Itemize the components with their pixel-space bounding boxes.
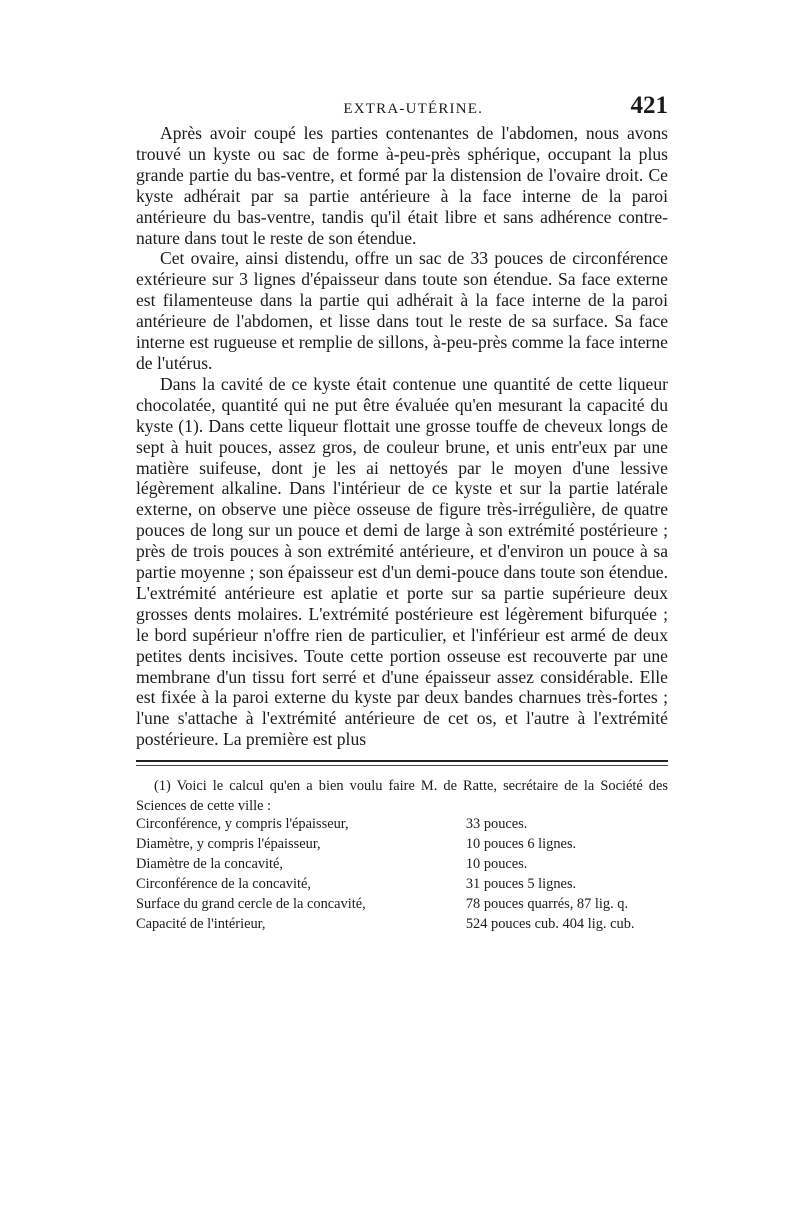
measurement-value: 524 pouces cub. 404 lig. cub. — [465, 916, 635, 933]
measurement-value: 10 pouces. — [465, 856, 528, 873]
measurement-value: 33 pouces. — [465, 816, 528, 833]
measurement-row — [136, 836, 668, 856]
measurement-table — [136, 816, 668, 936]
measurement-value: 31 pouces 5 lignes. — [465, 876, 577, 893]
page-number: 421 — [630, 92, 668, 119]
measurement-label: Diamètre de la concavité, — [136, 856, 284, 873]
paragraph: Après avoir coupé les parties contenantes de l'abdomen, nous avons trouvé un kyste ou sac de forme à-peu-près sphérique, occupant la plus grande partie du bas-ventre, et formé par la distension de l'ovaire droit. Ce kyste adhérait par sa partie antérieure à la face interne de la paroi antérieure du bas-ventre, tandis qu'il était libre et sans adhérence contre-nature dans tout le reste de son étendue. — [136, 123, 668, 248]
measurement-row — [136, 856, 668, 876]
measurement-value: 10 pouces 6 lignes. — [465, 836, 577, 853]
paragraph: Dans la cavité de ce kyste était contenue une quantité de cette liqueur chocolatée, quantité qui ne put être évaluée qu'en mesurant la capacité du kyste (1). Dans cette liqueur flottait une grosse touffe de cheveux longs de sept à huit pouces, assez gros, de couleur brune, et unis entr'eux par une matière suifeuse, dont je les ai nettoyés par le moyen d'une lessive légèrement alkaline. Dans l'intérieur de ce kyste et sur la partie latérale externe, on observe une pièce osseuse de figure très-irrégulière, de quatre pouces de long sur un pouce et demi de large à son extrémité postérieure ; près de trois pouces à son extrémité antérieure, et d'environ un pouce à sa partie moyenne ; son épaisseur est d'un demi-pouce dans toute son étendue. L'extrémité antérieure est aplatie et porte sur sa partie supérieure deux grosses dents molaires. L'extrémité postérieure est légèrement bifurquée ; le bord supérieur n'offre rien de particulier, et l'inférieur est armé de deux petites dents incisives. Toute cette portion osseuse est recouverte par une membrane d'un tissu fort serré et d'une épaisseur assez considérable. Elle est fixée à la paroi externe du kyste par deux bandes charnues très-fortes ; l'une s'attache à l'extrémité antérieure de cet os, et l'autre à l'extrémité postérieure. La première est plus — [136, 373, 668, 750]
running-head: EXTRA-UTÉRINE. — [343, 101, 484, 117]
footnote-rule — [136, 760, 668, 762]
book-page — [136, 92, 668, 936]
measurement-label: Circonférence de la concavité, — [136, 876, 311, 893]
measurement-label: Surface du grand cercle de la concavité, — [136, 896, 366, 913]
page-header — [136, 92, 668, 120]
measurement-value: 78 pouces quarrés, 87 lig. q. — [465, 896, 629, 913]
measurement-row — [136, 916, 668, 936]
measurement-label: Diamètre, y compris l'épaisseur, — [136, 836, 321, 853]
paragraph: Cet ovaire, ainsi distendu, offre un sac de 33 pouces de circonférence extérieure sur 3 lignes d'épaisseur dans toute son étendue. Sa face externe est filamenteuse dans la partie qui adhérait à la face interne de la paroi antérieure de l'abdomen, et lisse dans tout le reste de sa surface. Sa face interne est rugueuse et remplie de sillons, à-peu-près comme la face interne de l'utérus. — [136, 248, 668, 373]
footnote-rule-thin — [136, 765, 668, 766]
measurement-label: Circonférence, y compris l'épaisseur, — [136, 816, 349, 833]
measurement-label: Capacité de l'intérieur, — [136, 916, 266, 933]
measurement-row — [136, 816, 668, 836]
footnote-intro: (1) Voici le calcul qu'en a bien voulu faire M. de Ratte, secrétaire de la Société des Sciences de cette ville : — [136, 778, 668, 814]
footnote — [136, 777, 668, 936]
measurement-row — [136, 896, 668, 916]
body-text — [136, 123, 668, 750]
measurement-row — [136, 876, 668, 896]
